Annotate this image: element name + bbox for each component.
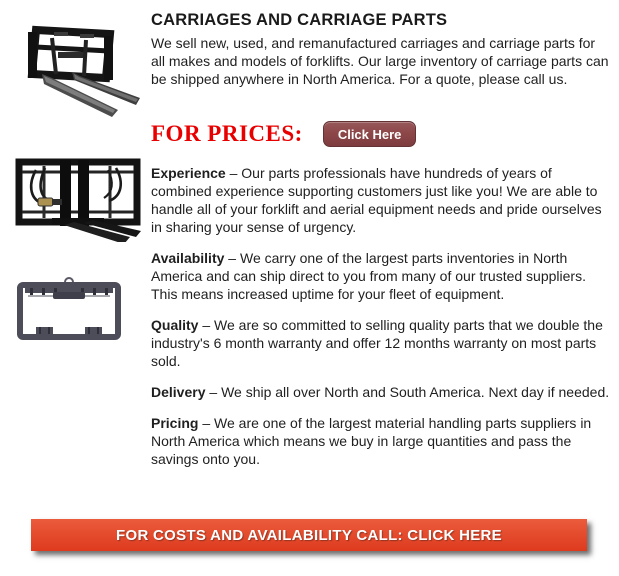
info-paragraph-delivery	[151, 383, 612, 401]
intro-paragraph: We sell new, used, and remanufactured carriages and carriage parts for all makes and models of forklifts. Our large inventory of carriage parts can be shipped anywhere in North America. For a quote, please call us.	[151, 35, 609, 87]
section-separator: –	[225, 165, 242, 181]
carriage-attachment-with-hoses-image	[14, 158, 142, 242]
carriage-frame-front-view-photo	[16, 276, 122, 342]
section-text: We are one of the largest material handling parts suppliers in North America which means we buy in large quantities and pass the savings onto you.	[151, 415, 592, 467]
section-term: Experience	[151, 165, 226, 181]
section-text: We ship all over North and South America. Next day if needed.	[221, 384, 610, 400]
section-text: We carry one of the largest parts inventories in North America and can ship direct to you from many of our trusted suppliers. This means increased uptime for your fleet of equipment.	[151, 250, 586, 302]
main-content	[151, 0, 612, 481]
carriage-frame-front-view-image	[16, 276, 122, 342]
info-paragraph-pricing	[151, 414, 612, 468]
carriage-attachment-with-hoses-photo	[14, 158, 142, 242]
fork-carriage-perspective-photo	[14, 22, 144, 122]
info-sections	[151, 164, 612, 468]
for-prices-row	[151, 120, 612, 148]
for-prices-label: FOR PRICES:	[151, 121, 303, 146]
banner-label: FOR COSTS AND AVAILABILITY CALL: CLICK HERE	[116, 526, 502, 544]
product-image-column	[0, 0, 148, 576]
section-text: We are so committed to selling quality parts that we double the industry's 6 month warranty and offer 12 months warranty on most parts sold.	[151, 317, 603, 369]
info-paragraph-quality	[151, 316, 612, 370]
section-separator: –	[198, 317, 215, 333]
click-here-button[interactable]: Click Here	[323, 121, 417, 147]
section-text: Our parts professionals have hundreds of years of combined experience supporting customers just like you! We are able to handle all of your forklift and aerial equipment needs and pride ourselves in sharing your sense of urgency.	[151, 165, 602, 235]
fork-carriage-perspective-image	[14, 22, 144, 122]
section-term: Availability	[151, 250, 225, 266]
costs-availability-banner-button[interactable]	[31, 519, 587, 551]
info-paragraph-experience	[151, 164, 612, 236]
section-separator: –	[224, 250, 240, 266]
section-separator: –	[198, 415, 215, 431]
section-term: Pricing	[151, 415, 199, 431]
page-title: CARRIAGES AND CARRIAGE PARTS	[151, 11, 448, 29]
info-paragraph-availability	[151, 249, 612, 303]
section-separator: –	[205, 384, 222, 400]
section-term: Delivery	[151, 384, 206, 400]
section-term: Quality	[151, 317, 199, 333]
